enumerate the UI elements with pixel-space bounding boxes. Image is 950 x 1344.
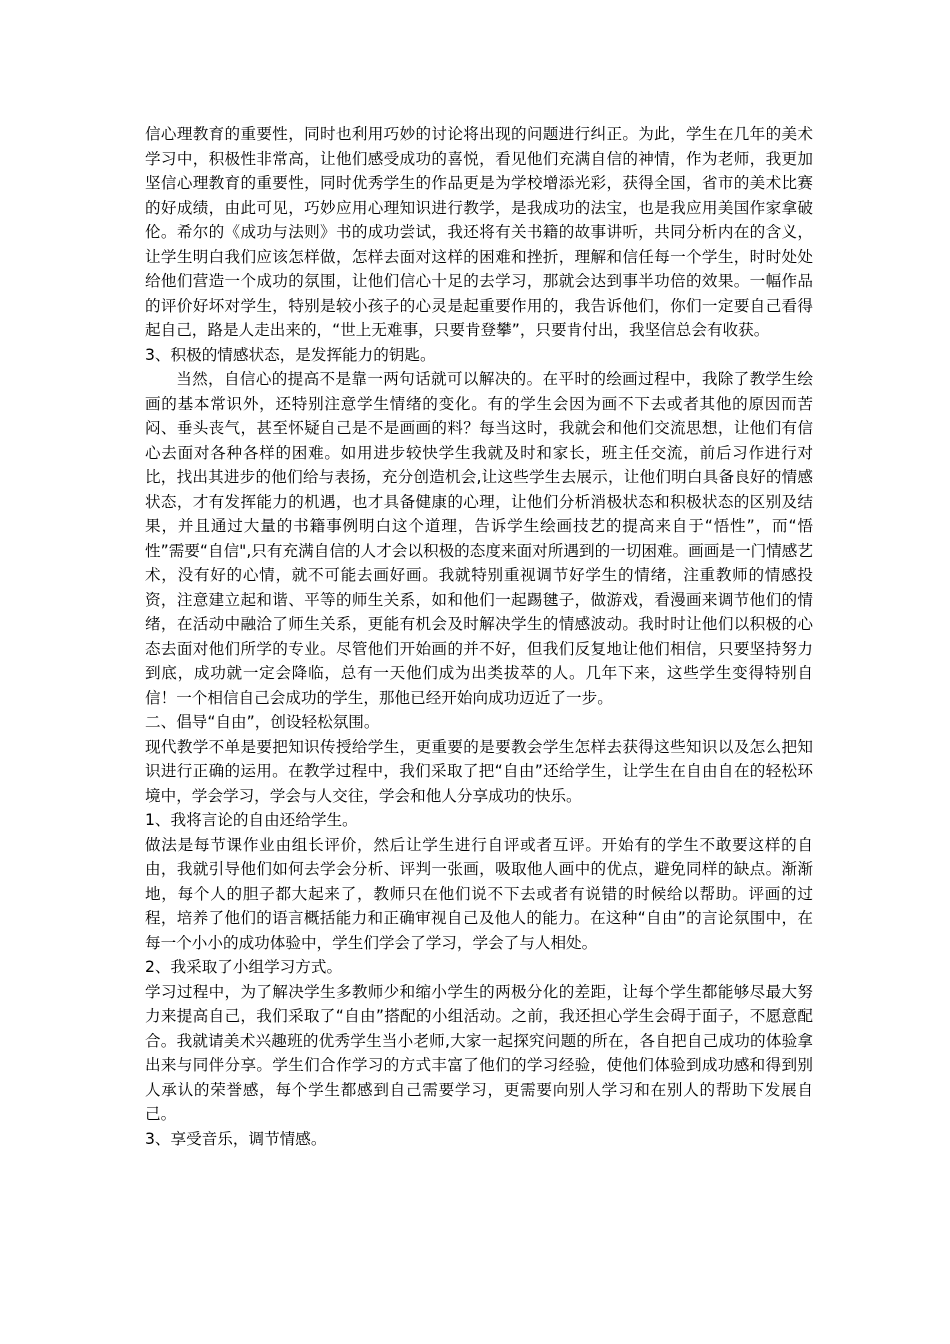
heading-freedom-of-speech: 1、我将言论的自由还给学生。: [145, 811, 358, 829]
paragraph-modern-teaching: 现代教学不单是要把知识传授给学生，更重要的是要教会学生怎样去获得这些知识以及怎么把知识进行正确的运用。在教学过程中，我们采取了把“自由”还给学生，让学生在自由自在的轻松环境中，学会学习，学会与人交往，学会和他人分享成功的快乐。: [145, 737, 813, 805]
document-body: [145, 122, 813, 1151]
paragraph-psych-education: 信心理教育的重要性，同时也利用巧妙的讨论将出现的问题进行纠正。为此，学生在几年的美术学习中，积极性非常高，让他们感受成功的喜悦，看见他们充满自信的神情，作为老师，我更加坚信心理教育的重要性，同时优秀学生的作品更是为学校增添光彩，获得全国，省市的美术比赛的好成绩，由此可见，巧妙应用心理知识进行教学，是我成功的法宝，也是我应用美国作家拿破伦。希尔的《成功与法则》书的成功尝试，我还将有关书籍的故事讲听，共同分析内在的含义，让学生明白我们应该怎样做，怎样去面对这样的困难和挫折，理解和信任每一个学生，时时处处给他们营造一个成功的氛围，让他们信心十足的去学习，那就会达到事半功倍的效果。一幅作品的评价好坏对学生，特别是较小孩子的心灵是起重要作用的，我告诉他们，你们一定要自己看得起自己，路是人走出来的，“世上无难事，只要肯登攀”，只要肯付出，我坚信总会有收获。: [145, 125, 813, 339]
paragraph-self-evaluation: 做法是每节课作业由组长评价，然后让学生进行自评或者互评。开始有的学生不敢要这样的自由，我就引导他们如何去学会分析、评判一张画，吸取他人画中的优点，避免同样的缺点。渐渐地，每个人的胆子都大起来了，教师只在他们说不下去或者有说错的时候给以帮助。评画的过程，培养了他们的语言概括能力和正确审视自己及他人的能力。在这种“自由”的言论氛围中，在每一个小小的成功体验中，学生们学会了学习，学会了与人相处。: [145, 835, 813, 952]
heading-group-learning: 2、我采取了小组学习方式。: [145, 958, 343, 976]
heading-positive-emotion: 3、积极的情感状态，是发挥能力的钥匙。: [145, 345, 436, 364]
paragraph-group-activity: 学习过程中，为了解决学生多教师少和缩小学生的两极分化的差距，让每个学生都能够尽最大努力来提高自己，我们采取了“自由”搭配的小组活动。之前，我还担心学生会碍于面子，不愿意配合。我就请美术兴趣班的优秀学生当小老师,大家一起探究问题的所在，各自把自己成功的体验拿出来与同伴分享。学生们合作学习的方式丰富了他们的学习经验，使他们体验到成功感和得到别人承认的荣誉感，每个学生都感到自己需要学习，更需要向别人学习和在别人的帮助下发展自己。: [145, 982, 813, 1123]
heading-advocate-freedom: 二、倡导“自由”，创设轻松氛围。: [145, 713, 380, 731]
paragraph-self-confidence: 当然，自信心的提高不是靠一两句话就可以解决的。在平时的绘画过程中，我除了教学生绘画的基本常识外，还特别注意学生情绪的变化。有的学生会因为画不下去或者其他的原因而苦闷、垂头丧气，甚至怀疑自己是不是画画的料？每当这时，我就会和他们交流思想，让他们有信心去面对各种各样的困难。如用进步较快学生我就及时和家长，班主任交流，前后习作进行对比，找出其进步的他们给与表扬，充分创造机会,让这些学生去展示，让他们明白具备良好的情感状态，才有发挥能力的机遇，也才具备健康的心理，让他们分析消极状态和积极状态的区别及结果，并且通过大量的书籍事例明白这个道理，告诉学生绘画技艺的提高来自于“悟性”，而“悟性”需要“自信",只有充满自信的人才会以积极的态度来面对所遇到的一切困难。画画是一门情感艺术，没有好的心情，就不可能去画好画。我就特别重视调节好学生的情绪，注重教师的情感投资，注意建立起和谐、平等的师生关系，如和他们一起踢毽子，做游戏，看漫画来调节他们的情绪，在活动中融洽了师生关系，更能有机会及时解决学生的情感波动。我时时让他们以积极的心态去面对他们所学的专业。尽管他们开始画的并不好，但我们反复地让他们相信，只要坚持努力到底，成功就一定会降临，总有一天他们成为出类拔萃的人。几年下来，这些学生变得特别自信！一个相信自己会成功的学生，那他已经开始向成功迈近了一步。: [145, 370, 813, 707]
heading-enjoy-music: 3、享受音乐，调节情感。: [145, 1129, 327, 1148]
